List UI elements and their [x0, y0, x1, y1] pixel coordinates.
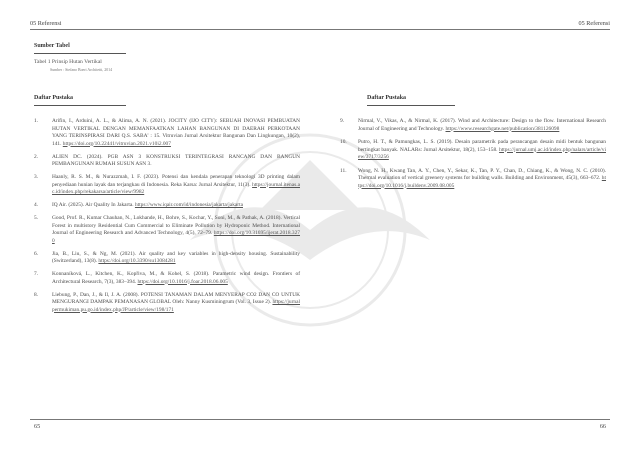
reference-text: Liebung, P., Dan, J., & Il, J. A. (2008). POTENSI TANAMAN DALAM MENYERAP CO2 DAN CO UNTUK MENGURANGI DAMPAK PEMANASAN GLOBAL Oleh: Nanny Kusminingrum (Vol. 3, Issue 2). — [52, 291, 300, 305]
reference-link[interactable]: https://jurnal.umj.ac.id/index.php/nalars/article/view/3717/3256 — [358, 146, 606, 160]
reference-number: 10. — [340, 139, 347, 145]
reference-number: 11. — [340, 167, 347, 174]
reference-item — [34, 174, 300, 197]
reference-item — [34, 202, 300, 210]
reference-item — [34, 215, 300, 245]
daftar-pustaka-rule-right — [367, 105, 455, 106]
reference-number: 7. — [34, 271, 39, 277]
reference-number: 5. — [34, 215, 39, 221]
reference-number: 6. — [34, 250, 39, 257]
reference-text: Konnaníková, L., Kitchen, K., Kopřiva, M., & Kohel, S. (2018). Parametric wind design. Frontiers of Architectural Research, 7(3), 383–394. — [52, 271, 300, 285]
reference-text: Nirmal, V., Vikas, A., & Nirmal, K. (2017). Wind and Architecture: Design to the flow. International Research Journal of Engineering and Technology. — [358, 118, 606, 132]
reference-text: Putro, H. T., & Pamungkas, L. S. (2019). Desain parametrik pada perancangan desain midi bentuk bangunan bertingkat banyak. NALARs: Jurnal Arsitektur, 18(2), 153–158. — [358, 139, 606, 153]
table-source: Sumber : Stefano Boeri Architetti, 2014 — [50, 68, 113, 72]
reference-item — [34, 154, 300, 169]
reference-text: Wong, N. H., Kwang Tan, A. Y., Chen, Y., Sekar, K., Tan, P. Y., Chan, D., Chiang, K., & Wong, N. C. (2010). Thermal evaluation of vertical greenery systems for building walls. Building and Environment, 45(3), 663–672. — [358, 167, 606, 181]
reference-number: 2. — [34, 153, 39, 160]
reference-link[interactable]: https://doi.org/10.1016/j.foar.2018.06.005 — [137, 278, 228, 285]
reference-item — [34, 292, 300, 315]
reference-text: ALIEN DC. (2024). PGB ASN 3 KONSTRUKSI TERINTEGRASI RANCANG DAN BANGUN PEMBANGUNAN RUMAH SUSUN ASN 3. — [52, 153, 300, 167]
page-number-left: 65 — [34, 423, 41, 430]
reference-item — [340, 139, 606, 162]
reference-item — [34, 271, 300, 286]
reference-item — [340, 168, 606, 191]
table-caption: Tabel 1 Prinsip Hutan Vertikal — [34, 59, 102, 65]
reference-link[interactable]: https://jurnalpermukiman.pu.go.id/index.php/JP/article/view/198/171 — [52, 299, 300, 313]
reference-link[interactable]: https://doi.org/10.3390/su13084281 — [98, 258, 176, 264]
reference-list-right — [340, 118, 606, 196]
reference-number: 8. — [34, 291, 39, 298]
reference-number: 1. — [34, 118, 39, 124]
reference-link[interactable]: https://doi.org/10.1016/j.buildenv.2009.08.005 — [358, 175, 606, 189]
reference-link[interactable]: https://doi.org/10.31695/ijerat.2018.3270 — [52, 230, 300, 244]
footer-divider — [30, 419, 610, 420]
running-header-right: 05 Referensi — [578, 20, 610, 27]
page-number-right: 66 — [599, 423, 606, 430]
daftar-pustaka-rule-left — [34, 105, 126, 106]
reference-text: Haanly, R. S. M., & Nurazzmah, I. F. (2023). Potensi dan kendala penerapan teknologi 3D printing dalam penyediaan hunian layak dan terjangkau di Indonesia. Reka Karsa: Jurnal Arsitektur, 11(3). — [52, 174, 300, 188]
reference-list-left — [34, 118, 300, 320]
daftar-pustaka-heading-left: Daftar Pustaka — [34, 95, 74, 101]
daftar-pustaka-heading-right: Daftar Pustaka — [367, 95, 407, 101]
reference-text: Good, Prof. R., Kumar Chauhan, N., Lokhande, H., Bohre, S., Kochar, Y., Soni, M., & Pathak, A. (2018). Vertical Forest in multistory Residential Cum Commercial to Eliminate Pollution by Hydroponic Method. International Journal of Engineering Research and Advanced Technology, 4(5), 72–79. — [52, 215, 300, 236]
reference-item — [34, 118, 300, 148]
running-header-left: 05 Referensi — [30, 20, 62, 27]
reference-item — [340, 118, 606, 133]
reference-text: Jia, B., Liu, S., & Ng, M. (2021). Air quality and key variables in high-density housing. Sustainability (Switzerland), 13(8). — [52, 250, 300, 264]
reference-link[interactable]: https://www.iqair.com/id/indonesia/jakarta/jakarta — [134, 202, 243, 208]
reference-number: 3. — [34, 174, 39, 180]
reference-link[interactable]: https://doi.org/10.22441/vitruvian.2021.v10i2.007 — [62, 140, 171, 147]
reference-number: 9. — [340, 118, 345, 124]
sumber-tabel-heading: Sumber Tabel — [34, 43, 70, 49]
reference-link[interactable]: https://journal.itenas.ac.id/index.php/rekakarsa/article/view/9982 — [52, 181, 300, 195]
header-divider — [30, 29, 610, 30]
reference-number: 4. — [34, 202, 39, 208]
reference-link[interactable]: https://www.researchgate.net/publication/381126098 — [445, 125, 560, 132]
reference-item — [34, 251, 300, 266]
reference-text: Arifin, I., Arduini, A. L., & Alima, A. N. (2021). JOCITY (IJO CITY): SEBUAH INOVASI PEMBUATAN HUTAN VERTIKAL DENGAN MEMANFAATKAN LAHAN BANGUNAN DI DAERAH PERKOTAAN YANG TERINSPIRASI DARI Q.S. SABA' : 15. Vitruvian Jurnal Arsitektur Bangunan Dan Lingkungan, 10(2), 141. — [52, 118, 300, 147]
sumber-tabel-rule — [34, 53, 126, 54]
reference-text: IQ Air. (2025). Air Quality In Jakarta. — [52, 202, 135, 208]
